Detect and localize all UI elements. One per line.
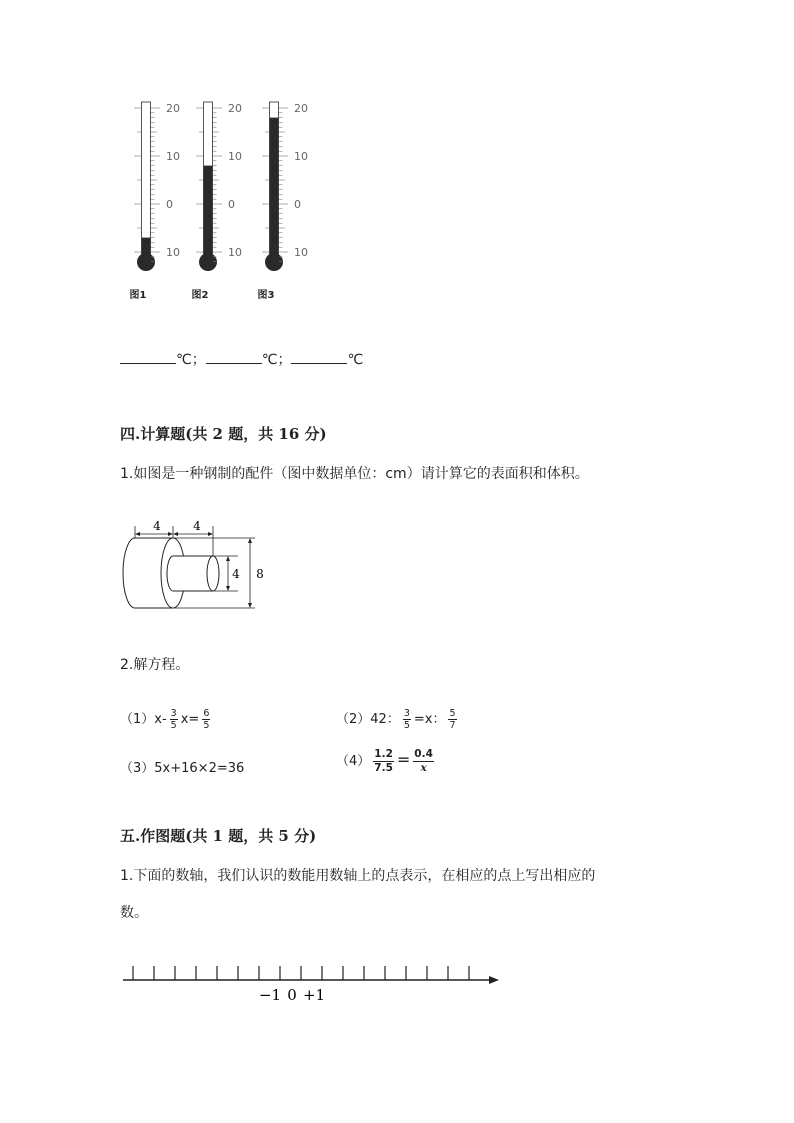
thermometer-scale-label: 10 bbox=[294, 246, 308, 259]
axis-label-zero: 0 bbox=[287, 986, 297, 1004]
unit-label-3: ℃ bbox=[347, 352, 364, 368]
section-4-question-2: 2.解方程。 bbox=[120, 657, 190, 673]
inner-cylinder-end-face bbox=[207, 556, 219, 591]
thermometer-scale-label: 20 bbox=[166, 102, 180, 115]
thermometer-scale-label: 20 bbox=[294, 102, 308, 115]
thermometer-scale-label: 10 bbox=[166, 150, 180, 163]
thermometer-scale-label: 10 bbox=[228, 246, 242, 259]
equation-2: （2）42： $\frac{3}{5}$ =x： $\frac{5}{7}$ bbox=[336, 708, 456, 731]
answer-blank-2[interactable] bbox=[206, 349, 262, 364]
equation-3: （3）5x+16×2=36 bbox=[120, 761, 245, 776]
thermometers-figure bbox=[0, 0, 794, 330]
equation-1: （1）x- $\frac{3}{5}$ x= $\frac{6}{5}$ bbox=[120, 708, 210, 731]
number-line bbox=[115, 960, 515, 1010]
thermometer-scale-label: 0 bbox=[294, 198, 301, 211]
answer-blank-1[interactable] bbox=[120, 349, 176, 364]
dim-label-top-left: 4 bbox=[153, 519, 161, 533]
outer-cylinder-left-face bbox=[123, 538, 135, 608]
thermometer-scale-label: 20 bbox=[228, 102, 242, 115]
thermometer-bulb bbox=[265, 253, 283, 271]
thermometer-caption: 图1 bbox=[129, 290, 147, 301]
answer-row bbox=[120, 349, 363, 369]
thermometer-mercury bbox=[270, 118, 279, 256]
section-5-title: 五.作图题(共 1 题，共 5 分) bbox=[120, 827, 317, 845]
number-line-arrow-icon bbox=[489, 976, 499, 984]
answer-blank-3[interactable] bbox=[291, 349, 347, 364]
thermometer-bulb bbox=[137, 253, 155, 271]
steel-part-diagram bbox=[110, 512, 280, 617]
thermometer-tube bbox=[142, 102, 151, 256]
thermometer-scale-label: 10 bbox=[228, 150, 242, 163]
dim-label-outer: 8 bbox=[256, 567, 264, 581]
thermometer-scale-label: 10 bbox=[294, 150, 308, 163]
thermometer-mercury bbox=[204, 166, 213, 256]
thermometer-scale-label: 0 bbox=[228, 198, 235, 211]
dim-label-inner: 4 bbox=[232, 567, 240, 581]
axis-label-minus-one: −1 bbox=[258, 986, 282, 1004]
section-5-question-1-line-2: 数。 bbox=[120, 905, 148, 921]
thermometer-scale-label: 0 bbox=[166, 198, 173, 211]
unit-label-1: ℃； bbox=[176, 352, 206, 368]
thermometer-caption: 图3 bbox=[257, 290, 275, 301]
dim-label-top-right: 4 bbox=[193, 519, 201, 533]
thermometer-scale-label: 10 bbox=[166, 246, 180, 259]
section-4-title: 四.计算题(共 2 题，共 16 分) bbox=[120, 425, 327, 443]
section-4-question-1: 1.如图是一种钢制的配件（图中数据单位：cm）请计算它的表面积和体积。 bbox=[120, 466, 589, 482]
axis-label-plus-one: +1 bbox=[302, 986, 326, 1004]
thermometer-bulb bbox=[199, 253, 217, 271]
thermometer-caption: 图2 bbox=[191, 290, 209, 301]
unit-label-2: ℃； bbox=[261, 352, 292, 368]
section-5-question-1-line-1: 1.下面的数轴，我们认识的数能用数轴上的点表示，在相应的点上写出相应的 bbox=[120, 868, 596, 884]
equation-4: （4） $\frac{1.2}{7.5}$ = $\frac{0.4}{x}$ bbox=[336, 748, 433, 774]
